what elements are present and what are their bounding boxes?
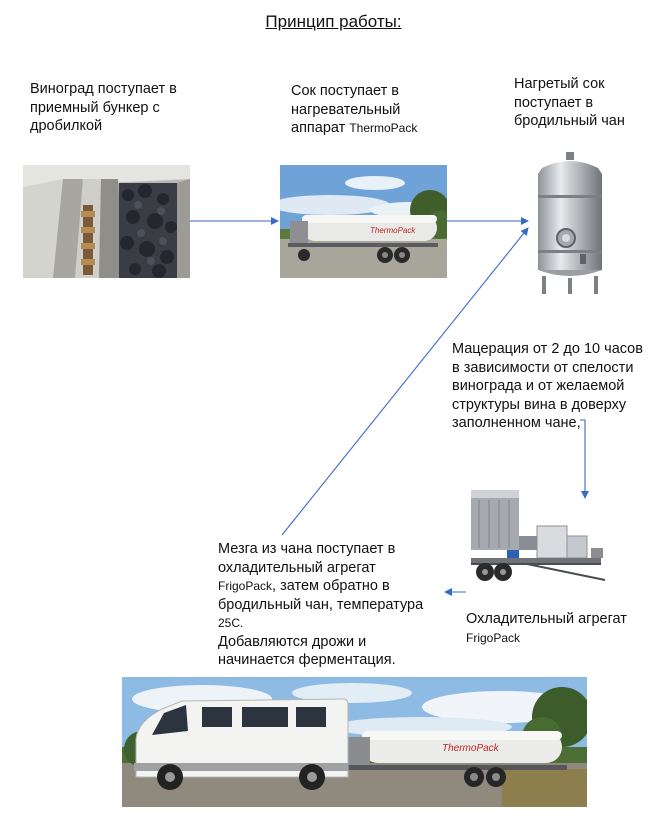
pomace-temp: 25С. xyxy=(218,616,244,630)
pomace-line1: Мезга из чана поступает в охладительный агрегат xyxy=(218,541,396,576)
step-frigopack-label: Охладительный агрегат xyxy=(466,611,627,627)
page-title: Принцип работы: xyxy=(265,12,402,31)
pomace-line2: , затем обратно в бродильный чан, температура xyxy=(218,578,424,613)
arrow-vat-to-frigopack xyxy=(580,420,585,498)
step-thermopack-label: Сок поступает в нагревательный аппарат xyxy=(291,83,401,136)
pomace-brand: FrigoPack xyxy=(218,579,273,593)
step-hopper-text: Виноград поступает в приемный бункер с дробилкой xyxy=(30,81,177,134)
thermopack-brand: ThermoPack xyxy=(349,121,418,135)
frigopack-brand: FrigoPack xyxy=(466,630,521,645)
van-trailer-label: ThermoPack xyxy=(442,743,499,754)
thermopack-trailer-label: ThermoPack xyxy=(370,226,416,235)
step-maceration-text: Мацерация от 2 до 10 часов в зависимости от спелости винограда и от желаемой структуры вина в доверху заполненном чане, xyxy=(452,341,643,431)
pomace-line3: Добавляются дрожи и начинается ферментация. xyxy=(218,633,396,668)
step-vat-text: Нагретый сок поступает в бродильный чан xyxy=(514,76,625,129)
arrow-pomace-to-vat xyxy=(282,228,528,535)
